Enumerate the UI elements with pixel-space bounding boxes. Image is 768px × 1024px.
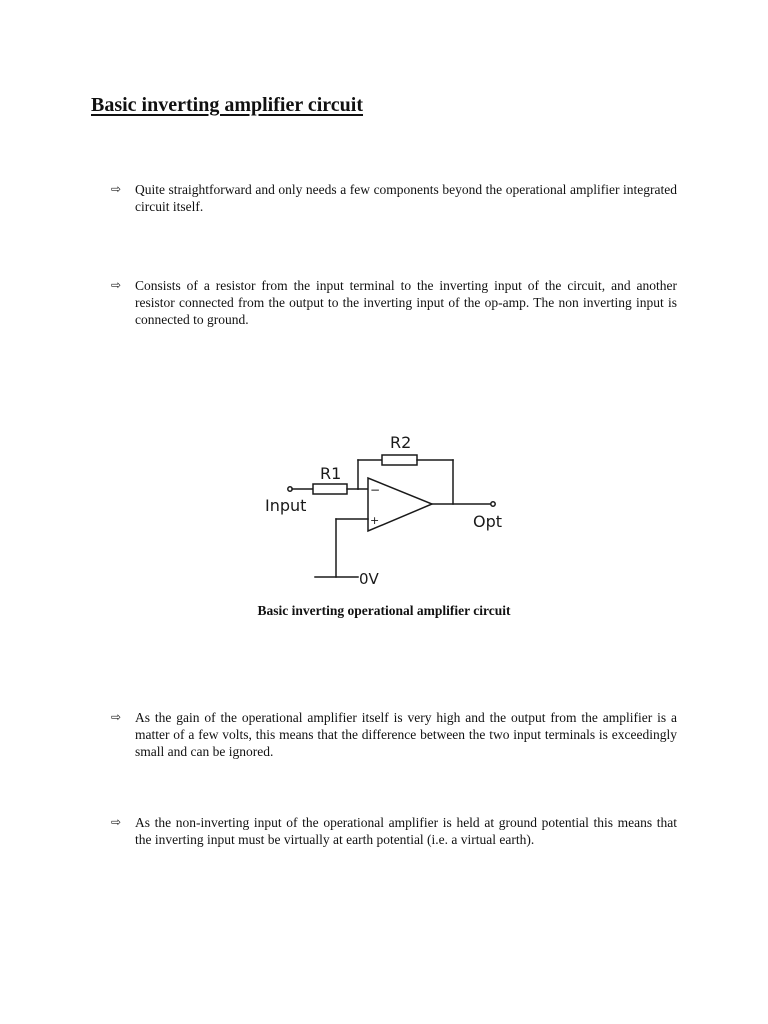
arrow-right-icon: ⇨ <box>111 815 122 829</box>
bullet-item <box>111 181 677 215</box>
bullet-text: As the gain of the operational amplifier itself is very high and the output from the amplifier is a matter of a few volts, this means that the difference between the two input terminals is exceedingly small and can be ignored. <box>135 710 677 759</box>
arrow-right-icon: ⇨ <box>111 710 122 724</box>
bullet-text: As the non-inverting input of the operational amplifier is held at ground potential this means that the inverting input must be virtually at earth potential (i.e. a virtual earth). <box>135 815 677 847</box>
arrow-right-icon: ⇨ <box>111 182 122 196</box>
ground-label: 0V <box>359 570 379 588</box>
output-terminal <box>491 502 495 506</box>
input-label: Input <box>265 496 307 515</box>
bullet-text: Quite straightforward and only needs a few components beyond the operational amplifier integrated circuit itself. <box>135 182 677 214</box>
bullet-item <box>111 709 677 760</box>
resistor-r1 <box>313 484 347 494</box>
bullet-item <box>111 277 677 328</box>
r2-label: R2 <box>390 433 412 452</box>
inverting-amplifier-diagram <box>250 425 520 590</box>
arrow-right-icon: ⇨ <box>111 278 122 292</box>
resistor-r2 <box>382 455 417 465</box>
minus-sign: − <box>370 483 381 497</box>
figure-caption: Basic inverting operational amplifier circuit <box>257 603 511 618</box>
bullet-item <box>111 814 677 848</box>
output-label: Opt <box>473 512 503 531</box>
page-title: Basic inverting amplifier circuit <box>91 94 364 116</box>
bullet-text: Consists of a resistor from the input terminal to the inverting input of the circuit, and another resistor connected from the output to the inverting input of the op-amp. The non inverting input is connected to ground. <box>135 278 677 327</box>
plus-sign: + <box>370 514 380 527</box>
r1-label: R1 <box>320 464 342 483</box>
